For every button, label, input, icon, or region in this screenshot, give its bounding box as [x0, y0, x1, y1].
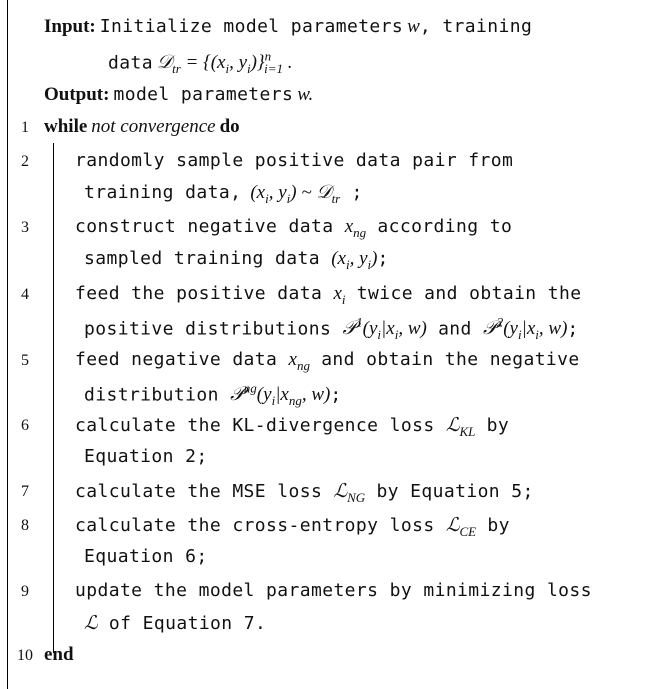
- step-2-line-2: training data, ($x_i$, $y_i$) ~ 𝒟$_{tr}$ ;: [84, 182, 363, 206]
- step-9-line-2: ℒ of Equation 7.: [84, 613, 267, 634]
- input-text-2: , training: [419, 16, 533, 37]
- line-number-9: 9: [21, 583, 29, 600]
- line-number-8: 8: [21, 517, 29, 534]
- step-3-line-2: sampled training data ($x_i$, $y_i$);: [84, 248, 389, 272]
- end-keyword: end: [44, 644, 74, 665]
- line-number-2: 2: [21, 153, 29, 170]
- step-6-line-2: [84, 446, 208, 467]
- do-keyword: do: [219, 116, 240, 137]
- step-6-text-2: Equation 2;: [84, 446, 208, 467]
- line-number-3: 3: [21, 219, 29, 236]
- output-w: w.: [297, 84, 314, 105]
- while-keyword: while: [44, 116, 88, 137]
- step-9-line-1: [75, 580, 592, 601]
- step-5-line-2: distribution $𝒫^{ng}(y_i|x_{ng}$, w);: [84, 381, 342, 409]
- output-line: [44, 84, 313, 106]
- step-8-text-2: Equation 6;: [84, 546, 208, 567]
- end-line: [44, 644, 74, 666]
- input-label: Input:: [44, 16, 96, 37]
- step-8-line-2: [84, 546, 208, 567]
- step-2-line-1: [75, 150, 513, 171]
- step-6-line-1: calculate the KL-divergence loss ℒ$_{KL}$ by: [75, 415, 510, 439]
- step-7-line-1: calculate the MSE loss ℒ$_{NG}$ by Equation 5;: [75, 481, 534, 505]
- line-number-5: 5: [21, 352, 29, 369]
- output-label: Output:: [44, 84, 110, 105]
- line-number-1: 1: [21, 119, 29, 136]
- output-text: model parameters: [113, 84, 294, 105]
- step-8-line-1: calculate the cross-entropy loss ℒ$_{CE}$ by: [75, 515, 510, 539]
- input-line: [44, 16, 532, 38]
- line-number-7: 7: [21, 483, 29, 500]
- step-4-line-1: feed the positive data $x_i$ twice and obtain the: [75, 283, 582, 307]
- step-4-line-2: positive distributions $𝒫^1(y_i|x_i$, w) and $𝒫^2(y_i|x_i$, w);: [84, 315, 579, 343]
- input-text: Initialize model parameters: [99, 16, 404, 37]
- loop-body-bar: [53, 143, 54, 653]
- step-9-text-1: update the model parameters by minimizing loss: [75, 580, 592, 601]
- input-line-2: [108, 49, 293, 77]
- training-data-formula: 𝒟$_{tr}$ = {($x_i$, $y_i)\}^n_{i=1}$ .: [156, 49, 293, 77]
- line-number-4: 4: [21, 286, 29, 303]
- line-number-10: 10: [17, 647, 33, 664]
- while-condition: not convergence: [91, 116, 216, 137]
- step-2-text-1: randomly sample positive data pair from: [75, 150, 514, 171]
- algorithm-left-rule: [7, 0, 8, 689]
- input-w: w: [407, 16, 420, 37]
- while-line: [44, 116, 240, 138]
- step-3-line-1: construct negative data $x_{ng}$ according to: [75, 216, 513, 240]
- step-5-line-1: feed negative data $x_{ng}$ and obtain the negative: [75, 349, 580, 373]
- line-number-6: 6: [21, 417, 29, 434]
- input-data-word: data: [108, 52, 153, 74]
